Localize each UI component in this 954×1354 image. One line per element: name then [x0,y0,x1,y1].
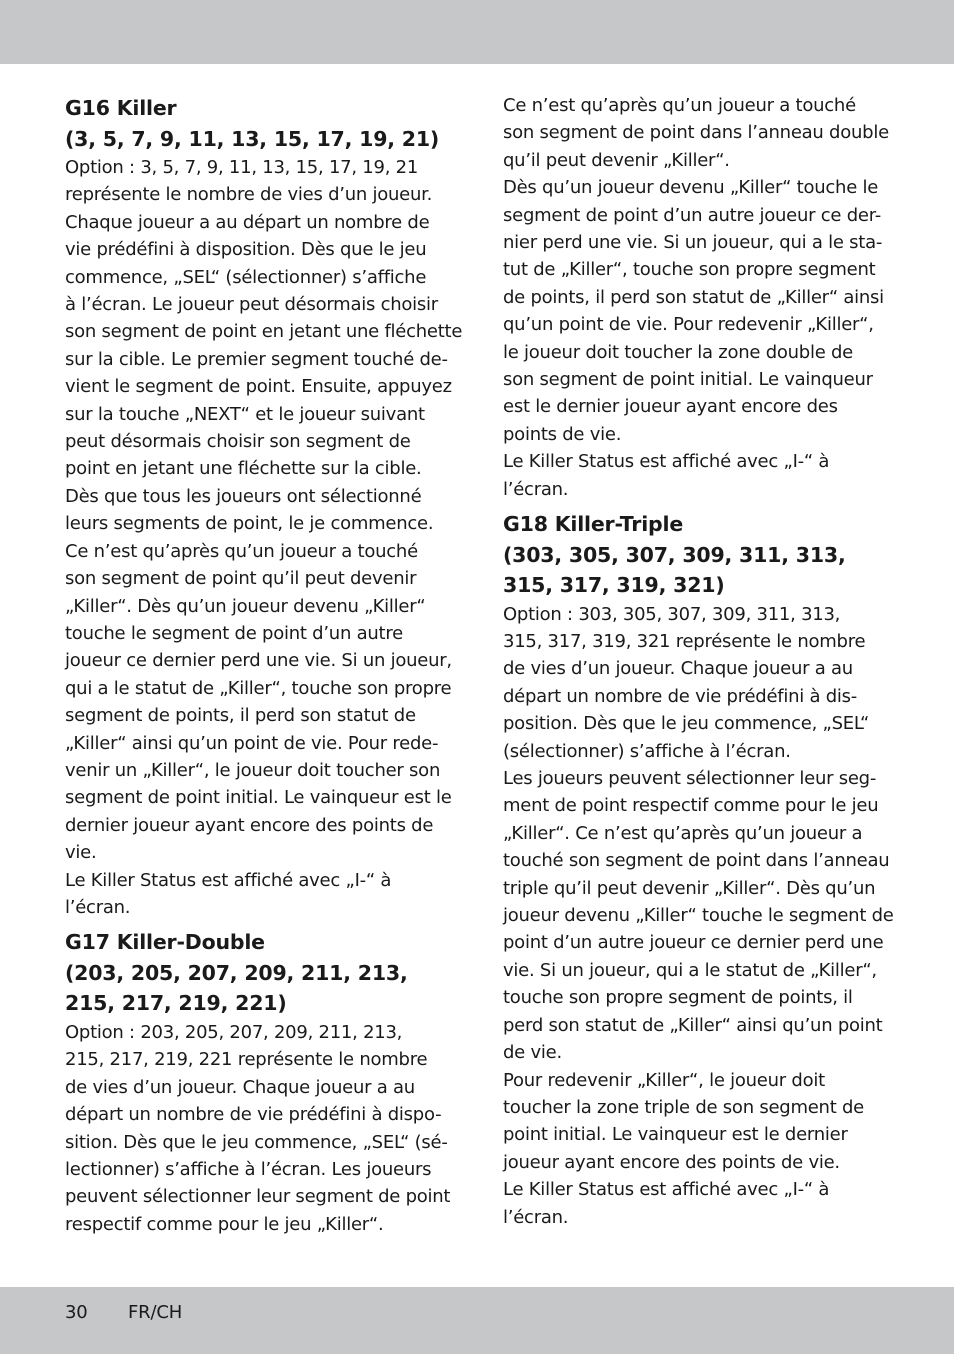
body-text-line: Option : 3, 5, 7, 9, 11, 13, 15, 17, 19, 21 [65,157,419,178]
body-text-line: Option : 303, 305, 307, 309, 311, 313, [503,603,841,625]
body-text-line: respectif comme pour le jeu „Killer“. [65,1213,384,1235]
page-number: 30 [65,1302,88,1323]
body-text-line: point initial. Le vainqueur est le dernier [503,1124,848,1146]
body-text-line: „Killer“. Ce n’est qu’après qu’un joueur a [503,822,863,844]
section-heading: (303, 305, 307, 309, 311, 313, [503,542,846,567]
body-text-line: départ un nombre de vie prédéfini à dispo- [65,1104,442,1126]
body-text-line: l’écran. [65,896,131,918]
body-text-line: „Killer“ ainsi qu’un point de vie. Pour rede- [65,732,439,754]
body-text-line: (sélectionner) s’affiche à l’écran. [503,740,791,762]
section [65,927,455,1238]
section-heading: G18 Killer-Triple [503,512,684,537]
body-text-line: Ce n’est qu’après qu’un joueur a touché [503,95,856,116]
body-text-line: dernier joueur ayant encore des points de [65,814,434,836]
body-text-line: vie prédéfini à disposition. Dès que le jeu [65,239,427,261]
body-text-line: lectionner) s’affiche à l’écran. Les joueurs [65,1158,432,1180]
body-text-line: sur la cible. Le premier segment touché de- [65,348,448,370]
body-text-line: de vie. [503,1042,562,1064]
body-text-line: nier perd une vie. Si un joueur, qui a le sta- [503,232,883,254]
body-text-line: segment de point initial. Le vainqueur est le [65,787,452,809]
body-text-line: est le dernier joueur ayant encore des [503,396,838,418]
body-text-line: perd son statut de „Killer“ ainsi qu’un point [503,1014,883,1036]
body-text-line: Pour redevenir „Killer“, le joueur doit [503,1069,825,1091]
body-text-line: points de vie. [503,423,622,445]
body-text-line: Les joueurs peuvent sélectionner leur seg- [503,768,877,790]
body-text-line: „Killer“. Dès qu’un joueur devenu „Killer“ [65,595,426,617]
body-text-line: vient le segment de point. Ensuite, appuyez [65,376,452,398]
section-heading: (3, 5, 7, 9, 11, 13, 15, 17, 19, 21) [65,126,440,151]
body-text-line: à l’écran. Le joueur peut désormais choisir [65,294,438,316]
body-text-line: qu’il peut devenir „Killer“. [503,149,730,171]
body-text-line: départ un nombre de vie prédéfini à dis- [503,685,858,707]
body-text-line: sition. Dès que le jeu commence, „SEL“ (sé- [65,1131,448,1153]
body-text-line: son segment de point qu’il peut devenir [65,568,417,590]
header-band [0,0,954,64]
body-text-line: qui a le statut de „Killer“, touche son propre [65,677,452,699]
body-text-line: segment de point d’un autre joueur ce der- [503,204,881,226]
body-text-line: touche son propre segment de points, il [503,987,853,1009]
body-text-line: vie. [65,842,97,864]
body-text-line: venir un „Killer“, le joueur doit toucher son [65,759,441,781]
body-text-line: qu’un point de vie. Pour redevenir „Killer“, [503,314,874,336]
body-text-line: joueur ce dernier perd une vie. Si un joueur, [65,650,452,672]
body-text-line: Le Killer Status est affiché avec „I-“ à [503,451,830,473]
body-text-line: leurs segments de point, le je commence. [65,513,434,535]
section-heading: (203, 205, 207, 209, 211, 213, [65,960,408,985]
body-text-line: touché son segment de point dans l’anneau [503,850,890,872]
body-text-line: ment de point respectif comme pour le jeu [503,795,879,817]
section-heading: G16 Killer [65,96,177,120]
body-text-line: Chaque joueur a au départ un nombre de [65,211,430,233]
body-text-line: Le Killer Status est affiché avec „I-“ à [65,869,392,891]
body-text-line: peut désormais choisir son segment de [65,431,411,453]
body-text-line: représente le nombre de vies d’un joueur. [65,184,433,206]
body-text-line: son segment de point en jetant une fléchette [65,321,463,343]
body-text-line: segment de points, il perd son statut de [65,705,416,727]
section [503,92,895,503]
body-text-line: Dès que tous les joueurs ont sélectionné [65,485,422,507]
body-text-line: sur la touche „NEXT“ et le joueur suivant [65,403,425,425]
body-text-line: de vies d’un joueur. Chaque joueur a au [503,658,853,680]
body-text-line: commence, „SEL“ (sélectionner) s’affiche [65,266,427,288]
body-text-line: position. Dès que le jeu commence, „SEL“ [503,713,870,735]
body-text-line: triple qu’il peut devenir „Killer“. Dès qu’un [503,877,876,899]
body-text-line: peuvent sélectionner leur segment de point [65,1186,451,1208]
body-text-line: son segment de point initial. Le vainqueur [503,369,873,391]
body-text-line: 215, 217, 219, 221 représente le nombre [65,1049,428,1071]
body-text-line: touche le segment de point d’un autre [65,622,403,644]
body-text-line: le joueur doit toucher la zone double de [503,341,854,363]
section [65,93,463,921]
body-text-line: l’écran. [503,1206,569,1228]
body-text-line: l’écran. [503,478,569,500]
body-text-line: toucher la zone triple de son segment de [503,1096,864,1118]
left-column [65,93,463,1238]
language-code: FR/CH [128,1302,183,1323]
body-text-line: point en jetant une fléchette sur la cible. [65,458,422,480]
right-column [503,92,895,1231]
body-text-line: son segment de point dans l’anneau double [503,122,889,144]
body-text-line: Option : 203, 205, 207, 209, 211, 213, [65,1021,403,1043]
body-text-line: de vies d’un joueur. Chaque joueur a au [65,1076,415,1098]
body-text-line: Le Killer Status est affiché avec „I-“ à [503,1179,830,1201]
body-text-line: point d’un autre joueur ce dernier perd une [503,932,884,954]
body-text-line: de points, il perd son statut de „Killer“ ainsi [503,286,884,308]
body-text-line: Ce n’est qu’après qu’un joueur a touché [65,540,418,562]
section-heading: G17 Killer-Double [65,930,265,955]
section [503,509,895,1231]
section-heading: 215, 217, 219, 221) [65,991,287,1016]
body-text-line: joueur devenu „Killer“ touche le segment de [503,905,894,927]
body-text-line: vie. Si un joueur, qui a le statut de „Killer“, [503,959,877,981]
body-text-line: 315, 317, 319, 321 représente le nombre [503,631,866,652]
body-text-line: tut de „Killer“, touche son propre segment [503,259,876,281]
body-text-line: joueur ayant encore des points de vie. [503,1151,840,1173]
body-text-line: Dès qu’un joueur devenu „Killer“ touche le [503,177,879,199]
section-heading: 315, 317, 319, 321) [503,573,725,598]
